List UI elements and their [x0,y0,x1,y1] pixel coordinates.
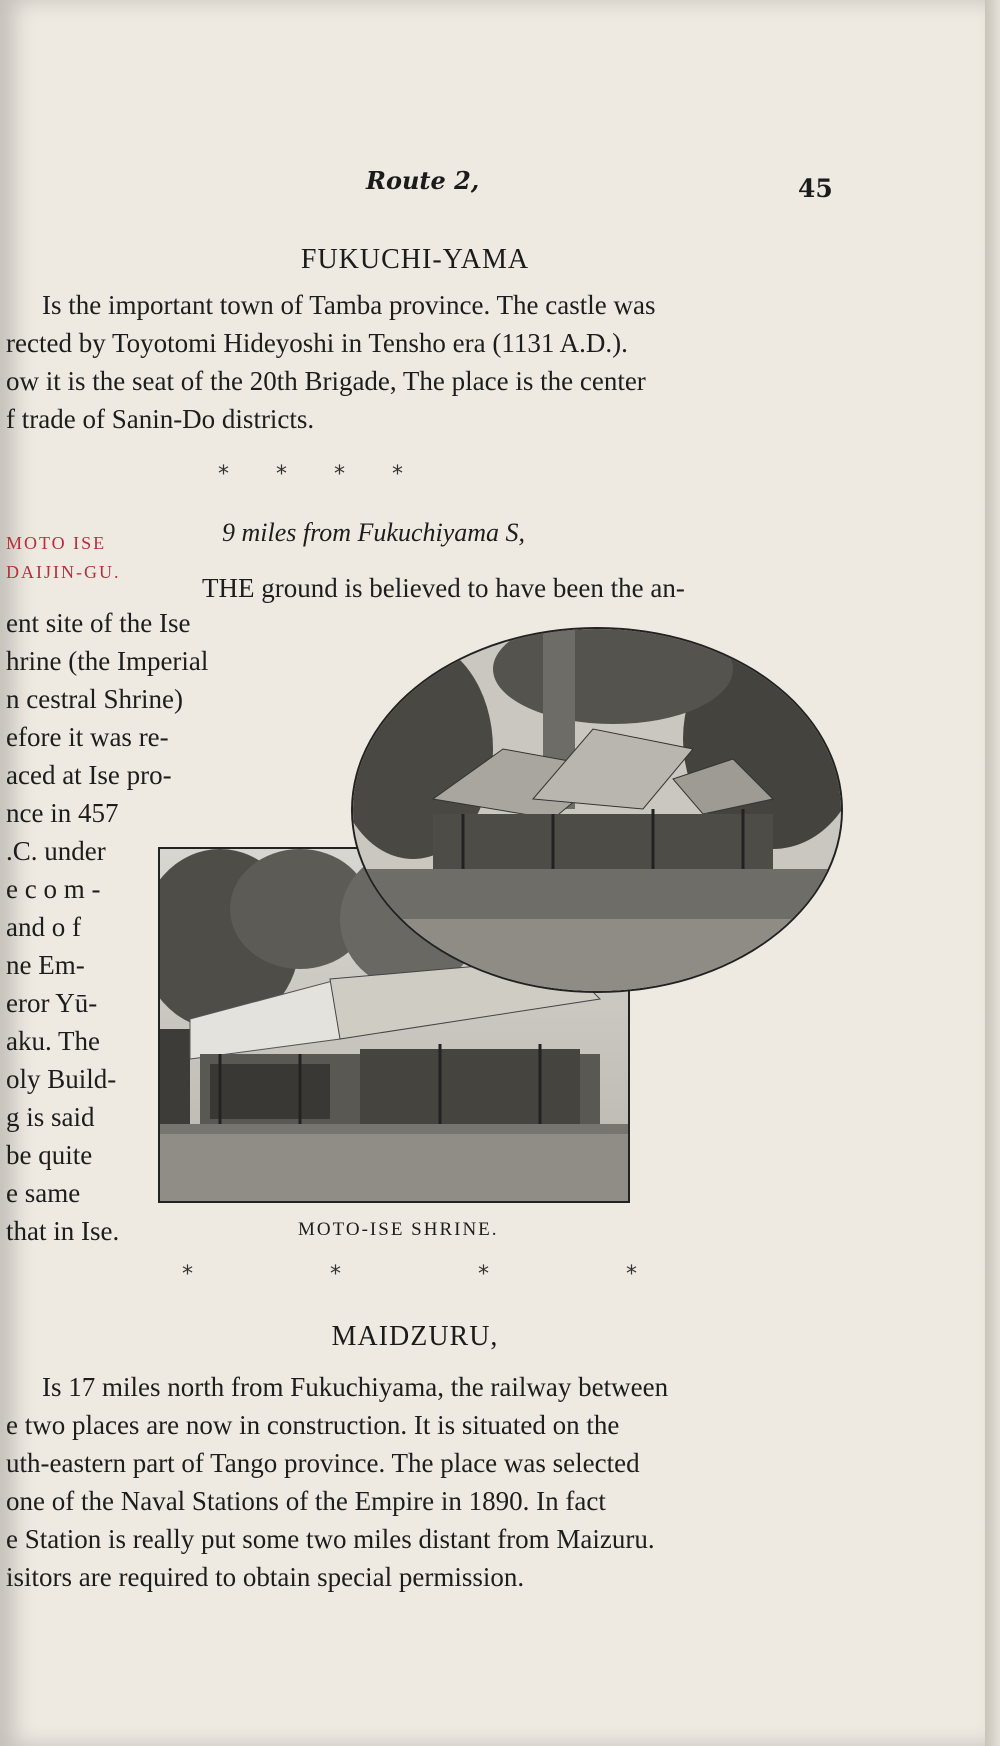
page-edge [985,0,1000,1746]
wrap-line: n cestral Shrine) [6,684,183,714]
wrap-line: hrine (the Imperial [6,646,209,676]
paragraph-line: isitors are required to obtain special permission. [6,1562,525,1592]
wrap-line: aced at Ise pro- [6,760,172,790]
wrap-line: and o f [6,912,81,942]
shrine-photo-oval [351,627,843,993]
paragraph-line: f trade of Sanin-Do districts. [6,404,315,434]
separator-stars: * * * * [218,462,403,487]
wrap-line: .C. under [6,836,106,866]
paragraph-line: THE ground is believed to have been the an- [202,573,685,603]
wrap-line: ne Em- [6,950,85,980]
wrap-line: aku. The [6,1026,100,1056]
paragraph-line: one of the Naval Stations of the Empire in 1890. In fact [6,1486,606,1516]
shrine-forest-illustration [353,629,841,991]
paragraph-line: uth-eastern part of Tango province. The place was selected [6,1448,640,1478]
section-heading-maidzuru: MAIDZURU, [331,1321,499,1352]
paragraph-line: e two places are now in construction. It is situated on the [6,1410,620,1440]
side-label-daijin-gu: DAIJIN-GU. [6,562,121,582]
paragraph-line: Is the important town of Tamba province. The castle was [42,290,656,320]
wrap-line: be quite [6,1140,93,1170]
distance-note: 9 miles from Fukuchiyama S, [222,518,526,547]
wrap-line: oly Build- [6,1064,117,1094]
paragraph-line: rected by Toyotomi Hideyoshi in Tensho era (1131 A.D.). [6,328,628,358]
paragraph-line: ow it is the seat of the 20th Brigade, The place is the center [6,366,646,396]
wrap-line: e c o m - [6,874,101,904]
section-heading-fukuchiyama: FUKUCHI-YAMA [300,244,530,275]
separator-stars: * * * * [182,1262,637,1287]
paragraph-line: Is 17 miles north from Fukuchiyama, the railway between [42,1372,669,1402]
wrap-line: that in Ise. [6,1216,120,1246]
wrap-line: efore it was re- [6,722,169,752]
paragraph-line: e Station is really put some two miles distant from Maizuru. [6,1524,655,1554]
running-header: Route 2, [366,166,480,195]
wrap-line: e same [6,1178,81,1208]
page-number: 45 [798,174,833,203]
photo-caption: MOTO-ISE SHRINE. [298,1219,499,1240]
wrap-line: ent site of the Ise [6,608,191,638]
wrap-line: eror Yū- [6,988,98,1018]
wrap-line: g is said [6,1102,95,1132]
side-label-moto-ise: MOTO ISE [6,533,107,553]
wrap-line: nce in 457 [6,798,119,828]
